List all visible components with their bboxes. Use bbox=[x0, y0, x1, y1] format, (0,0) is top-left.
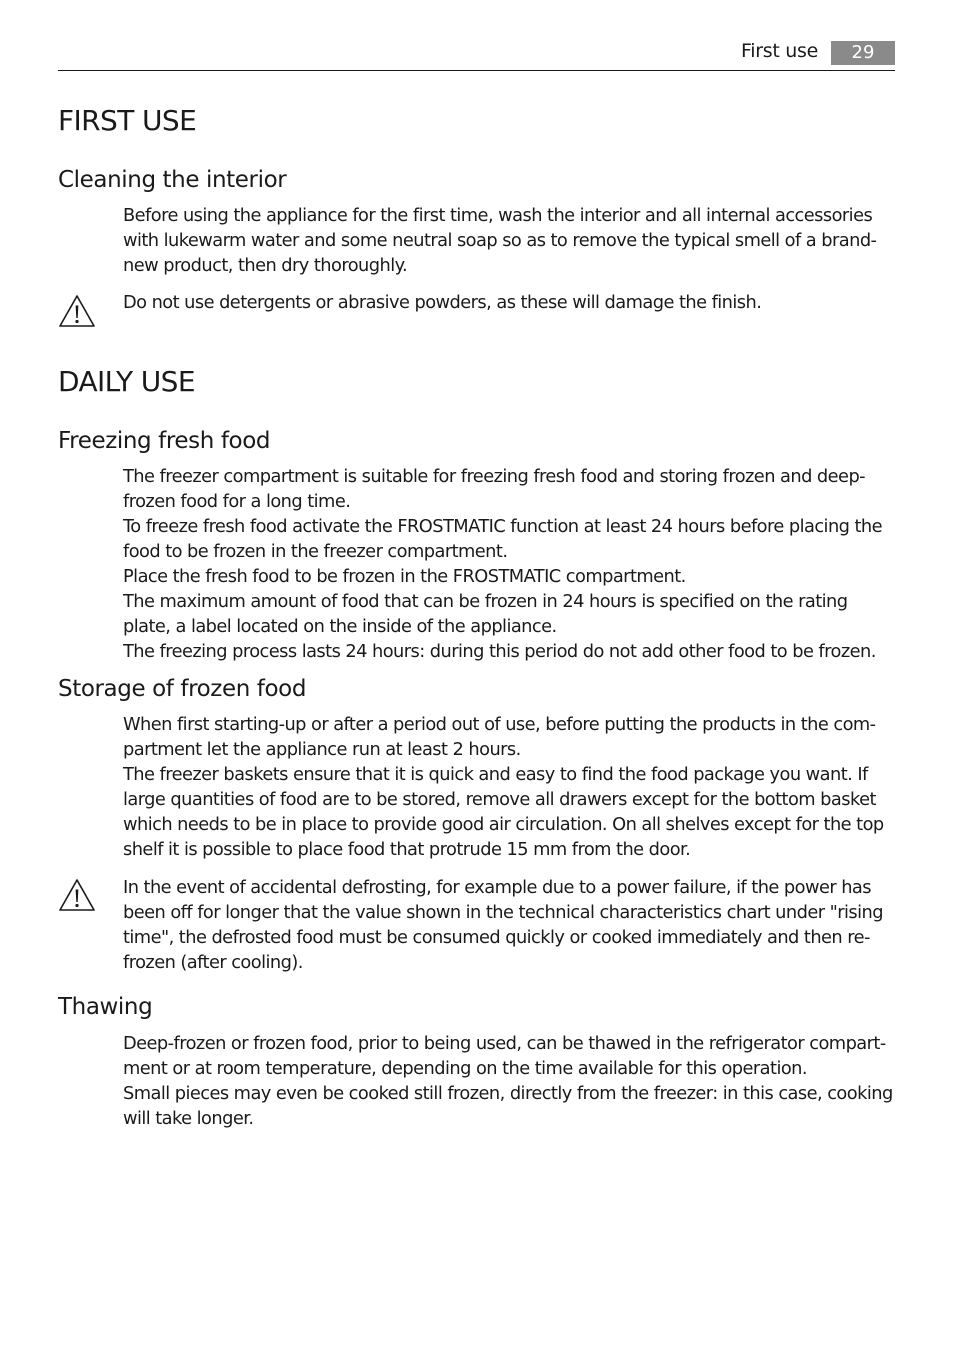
header-section-title: First use bbox=[741, 40, 818, 62]
cleaning-warning bbox=[123, 290, 898, 315]
text-line: food to be frozen in the freezer compartment. bbox=[123, 541, 508, 562]
text-line: Deep-frozen or frozen food, prior to being used, can be thawed in the refrigerator compart- bbox=[123, 1033, 886, 1054]
text-line: The freezing process lasts 24 hours: during this period do not add other food to be frozen. bbox=[123, 641, 876, 662]
text-line: ment or at room temperature, depending on the time available for this operation. bbox=[123, 1058, 807, 1079]
thawing-paragraph bbox=[123, 1031, 898, 1131]
text-line: Small pieces may even be cooked still frozen, directly from the freezer: in this case, cooking bbox=[123, 1083, 893, 1104]
storage-warning bbox=[123, 875, 898, 975]
thawing-heading: Thawing bbox=[58, 994, 153, 1020]
warning-icon bbox=[58, 294, 96, 328]
text-line: The maximum amount of food that can be frozen in 24 hours is specified on the rating bbox=[123, 591, 848, 612]
cleaning-heading: Cleaning the interior bbox=[58, 167, 287, 193]
text-line: In the event of accidental defrosting, for example due to a power failure, if the power has bbox=[123, 877, 871, 898]
text-line: To freeze fresh food activate the FROSTMATIC function at least 24 hours before placing the bbox=[123, 516, 883, 537]
text-line: The freezer baskets ensure that it is quick and easy to find the food package you want. If bbox=[123, 764, 868, 785]
text-line: time", the defrosted food must be consumed quickly or cooked immediately and then re- bbox=[123, 927, 870, 948]
text-line: shelf it is possible to place food that protrude 15 mm from the door. bbox=[123, 839, 691, 860]
text-line: partment let the appliance run at least 2 hours. bbox=[123, 739, 521, 760]
text-line: been off for longer that the value shown in the technical characteristics chart under "rising bbox=[123, 902, 883, 923]
storage-paragraph bbox=[123, 712, 898, 862]
text-line: new product, then dry thoroughly. bbox=[123, 255, 408, 276]
text-line: Before using the appliance for the first time, wash the interior and all internal accessories bbox=[123, 205, 873, 226]
freezing-paragraph bbox=[123, 464, 898, 664]
freezing-heading: Freezing fresh food bbox=[58, 428, 271, 454]
page-header bbox=[58, 38, 895, 71]
text-line: large quantities of food are to be stored, remove all drawers except for the bottom basket bbox=[123, 789, 876, 810]
storage-heading: Storage of frozen food bbox=[58, 676, 307, 702]
text-line: The freezer compartment is suitable for freezing fresh food and storing frozen and deep- bbox=[123, 466, 866, 487]
text-line: Place the fresh food to be frozen in the FROSTMATIC compartment. bbox=[123, 566, 686, 587]
warning-icon bbox=[58, 878, 96, 912]
text-line: with lukewarm water and some neutral soap so as to remove the typical smell of a brand- bbox=[123, 230, 877, 251]
text-line: frozen food for a long time. bbox=[123, 491, 351, 512]
first-use-title: FIRST USE bbox=[58, 104, 197, 137]
text-line: frozen (after cooling). bbox=[123, 952, 303, 973]
text-line: which needs to be in place to provide good air circulation. On all shelves except for the top bbox=[123, 814, 884, 835]
text-line: When first starting-up or after a period out of use, before putting the products in the com- bbox=[123, 714, 876, 735]
text-line: plate, a label located on the inside of the appliance. bbox=[123, 616, 557, 637]
daily-use-title: DAILY USE bbox=[58, 365, 195, 398]
text-line: will take longer. bbox=[123, 1108, 254, 1129]
cleaning-paragraph bbox=[123, 203, 898, 278]
text-line: Do not use detergents or abrasive powders, as these will damage the finish. bbox=[123, 292, 762, 313]
page-number: 29 bbox=[831, 41, 895, 65]
